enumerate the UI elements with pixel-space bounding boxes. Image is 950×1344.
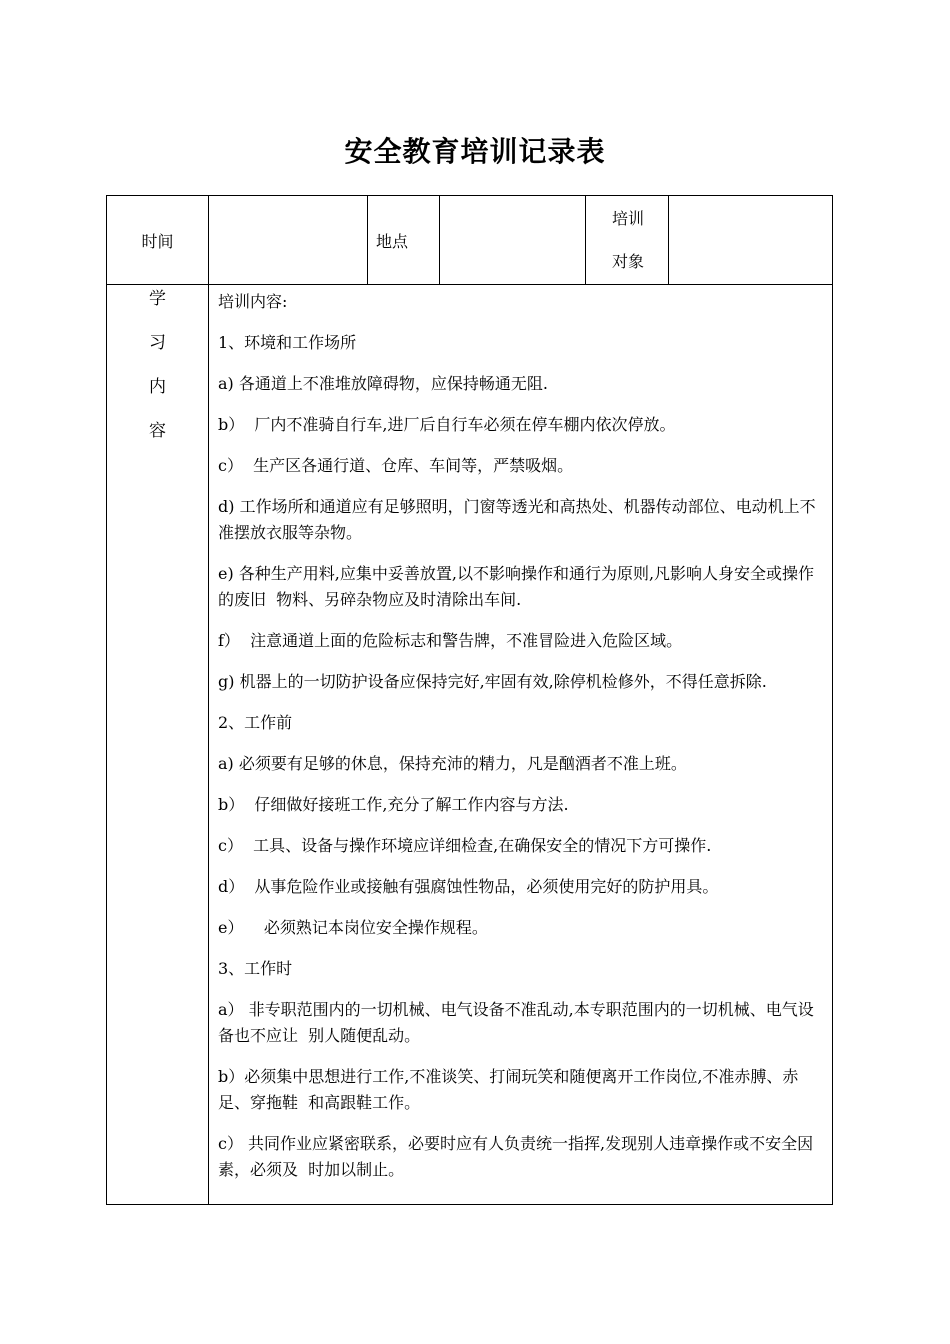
content-line: a) 各通道上不准堆放障碍物，应保持畅通无阻. bbox=[218, 374, 548, 393]
page-title: 安全教育培训记录表 bbox=[344, 135, 606, 168]
time-label: 时间 bbox=[107, 196, 209, 285]
content-heading: 培训内容: bbox=[218, 292, 288, 311]
place-field[interactable] bbox=[440, 196, 586, 285]
content-line: 2、工作前 bbox=[218, 713, 293, 732]
content-line: b） 厂内不准骑自行车,进厂后自行车必须在停车棚内依次停放。 bbox=[218, 415, 676, 434]
content-line: c） 工具、设备与操作环境应详细检查,在确保安全的情况下方可操作. bbox=[218, 836, 712, 855]
content-line: a） 非专职范围内的一切机械、电气设备不准乱动,本专职范围内的一切机械、电气设备也不应让 别人随便乱动。 bbox=[218, 1000, 814, 1045]
content-line: b）必须集中思想进行工作,不准谈笑、打闹玩笑和随便离开工作岗位,不准赤膊、赤足、穿拖鞋 和高跟鞋工作。 bbox=[218, 1067, 799, 1112]
content-line: e) 各种生产用料,应集中妥善放置,以不影响操作和通行为原则,凡影响人身安全或操作的废旧 物料、另碎杂物应及时清除出车间. bbox=[218, 564, 815, 609]
target-field[interactable] bbox=[669, 196, 833, 285]
study-content-label bbox=[107, 285, 209, 1205]
content-line: 3、工作时 bbox=[218, 959, 293, 978]
content-line: c） 共同作业应紧密联系，必要时应有人负责统一指挥,发现别人违章操作或不安全因素，必须及 时加以制止。 bbox=[218, 1134, 814, 1179]
target-label-line2: 对象 bbox=[612, 252, 645, 271]
content-line: a) 必须要有足够的休息，保持充沛的精力，凡是酗酒者不准上班。 bbox=[218, 754, 687, 773]
content-line: 1、环境和工作场所 bbox=[218, 333, 357, 352]
content-line: d) 工作场所和通道应有足够照明，门窗等透光和高热处、机器传动部位、电动机上不准摆放衣服等杂物。 bbox=[218, 497, 816, 542]
training-record-table bbox=[106, 195, 833, 1205]
header-row bbox=[107, 196, 833, 285]
content-line: c） 生产区各通行道、仓库、车间等，严禁吸烟。 bbox=[218, 456, 574, 475]
training-content bbox=[209, 285, 833, 1205]
time-field[interactable] bbox=[209, 196, 368, 285]
content-row bbox=[107, 285, 833, 1205]
place-label: 地点 bbox=[368, 196, 440, 285]
content-line: e） 必须熟记本岗位安全操作规程。 bbox=[218, 918, 488, 937]
content-line: g) 机器上的一切防护设备应保持完好,牢固有效,除停机检修外，不得任意拆除. bbox=[218, 672, 767, 691]
side-label-char: 习 bbox=[149, 333, 166, 353]
target-label bbox=[586, 196, 669, 285]
content-line: f） 注意通道上面的危险标志和警告牌，不准冒险进入危险区域。 bbox=[218, 631, 683, 650]
side-label-char: 内 bbox=[149, 377, 166, 397]
content-line: d） 从事危险作业或接触有强腐蚀性物品，必须使用完好的防护用具。 bbox=[218, 877, 719, 896]
content-line: b） 仔细做好接班工作,充分了解工作内容与方法. bbox=[218, 795, 569, 814]
side-label-char: 容 bbox=[149, 421, 166, 441]
side-label-char: 学 bbox=[149, 289, 166, 309]
target-label-line1: 培训 bbox=[612, 209, 645, 228]
